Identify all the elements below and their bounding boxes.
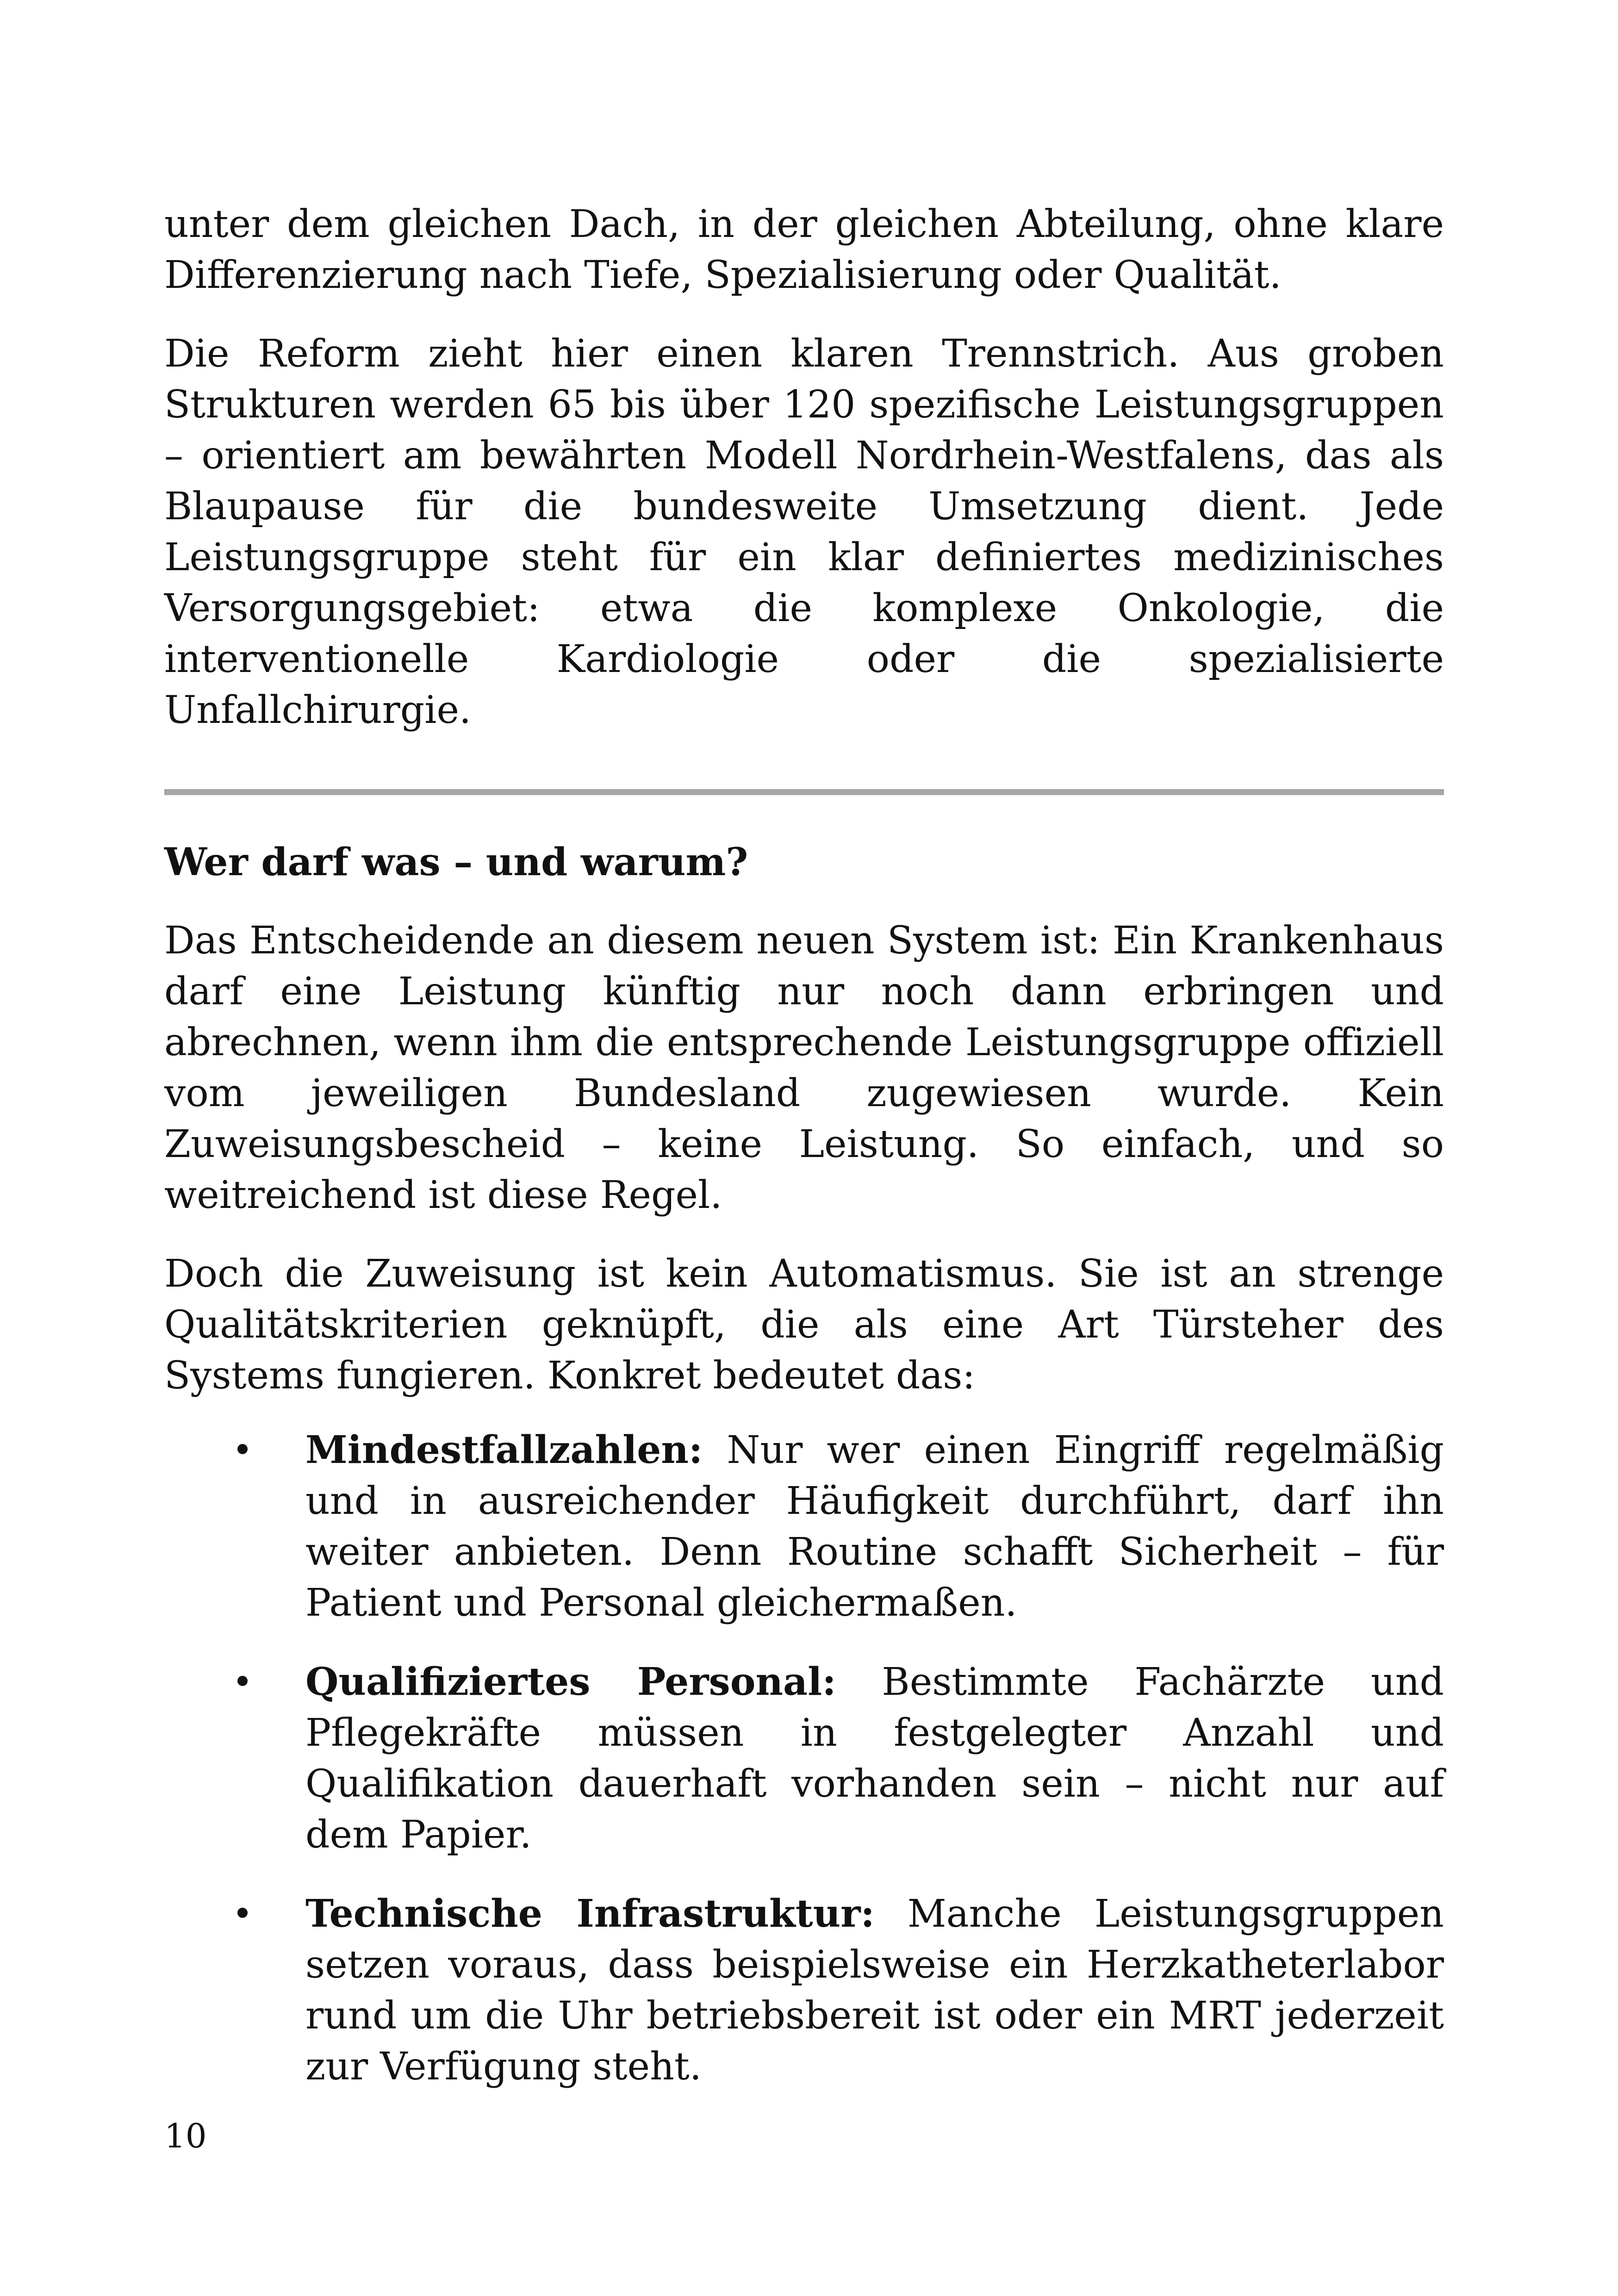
bullet-icon xyxy=(237,1444,248,1454)
page-number: 10 xyxy=(164,2116,207,2155)
paragraph-reform: Die Reform zieht hier einen klaren Trennstrich. Aus groben Strukturen werden 65 bis über 120 spezifische Leistungsgruppen – orientiert am bewährten Modell Nordrhein-Westfalens, das als Blaupause für die bundesweite Umsetzung dient. Jede Leistungsgruppe steht für ein klar definiertes medizinisches Versorgungsgebiet: etwa die komplexe Onkologie, die interventionelle Kardiologie oder die spezialisierte Unfallchirurgie. xyxy=(164,332,1444,732)
section-divider xyxy=(164,789,1444,795)
list-item-infrastruktur xyxy=(164,1888,1444,2092)
paragraph-criteria-intro: Doch die Zuweisung ist kein Automatismus. Sie ist an strenge Qualitätskriterien geknüpft, die als eine Art Türsteher des Systems fungieren. Konkret bedeutet das: xyxy=(164,1252,1444,1398)
paragraph-system: Das Entscheidende an diesem neuen System ist: Ein Krankenhaus darf eine Leistung künftig nur noch dann erbringen und abrechnen, wenn ihm die entsprechende Leistungsgruppe offiziell vom jeweiligen Bundesland zugewiesen wurde. Kein Zuweisungsbescheid – keine Leistung. So einfach, und so weitreichend ist diese Regel. xyxy=(164,919,1444,1217)
list-item-text: Bestimmte Fachärzte und Pflegekräfte müssen in festgelegter Anzahl und Qualifikation dauerhaft vorhanden sein – nicht nur auf dem Papier. xyxy=(305,1660,1444,1857)
section-heading: Wer darf was – und warum? xyxy=(164,840,748,884)
criteria-list xyxy=(164,1425,1444,2092)
bullet-icon xyxy=(237,1676,248,1686)
paragraph-continuation: unter dem gleichen Dach, in der gleichen Abteilung, ohne klare Differenzierung nach Tiefe, Spezialisierung oder Qualität. xyxy=(164,202,1444,297)
list-item-term: Technische Infrastruktur: xyxy=(305,1892,875,1936)
bullet-icon xyxy=(237,1908,248,1918)
list-item-mindestfallzahlen xyxy=(164,1425,1444,1629)
list-item-text: Manche Leistungsgruppen setzen voraus, dass beispielsweise ein Herzkatheterlabor rund um die Uhr betriebsbereit ist oder ein MRT jederzeit zur Verfügung steht. xyxy=(305,1892,1444,2089)
list-item-text: Nur wer einen Eingriff regelmäßig und in ausreichender Häufigkeit durchführt, darf ihn weiter anbieten. Denn Routine schafft Sicherheit – für Patient und Personal gleichermaßen. xyxy=(305,1428,1444,1625)
list-item-term: Mindestfallzahlen: xyxy=(305,1428,703,1472)
list-item-personal xyxy=(164,1656,1444,1860)
page-body xyxy=(164,199,1444,2120)
list-item-term: Qualifiziertes Personal: xyxy=(305,1660,836,1704)
